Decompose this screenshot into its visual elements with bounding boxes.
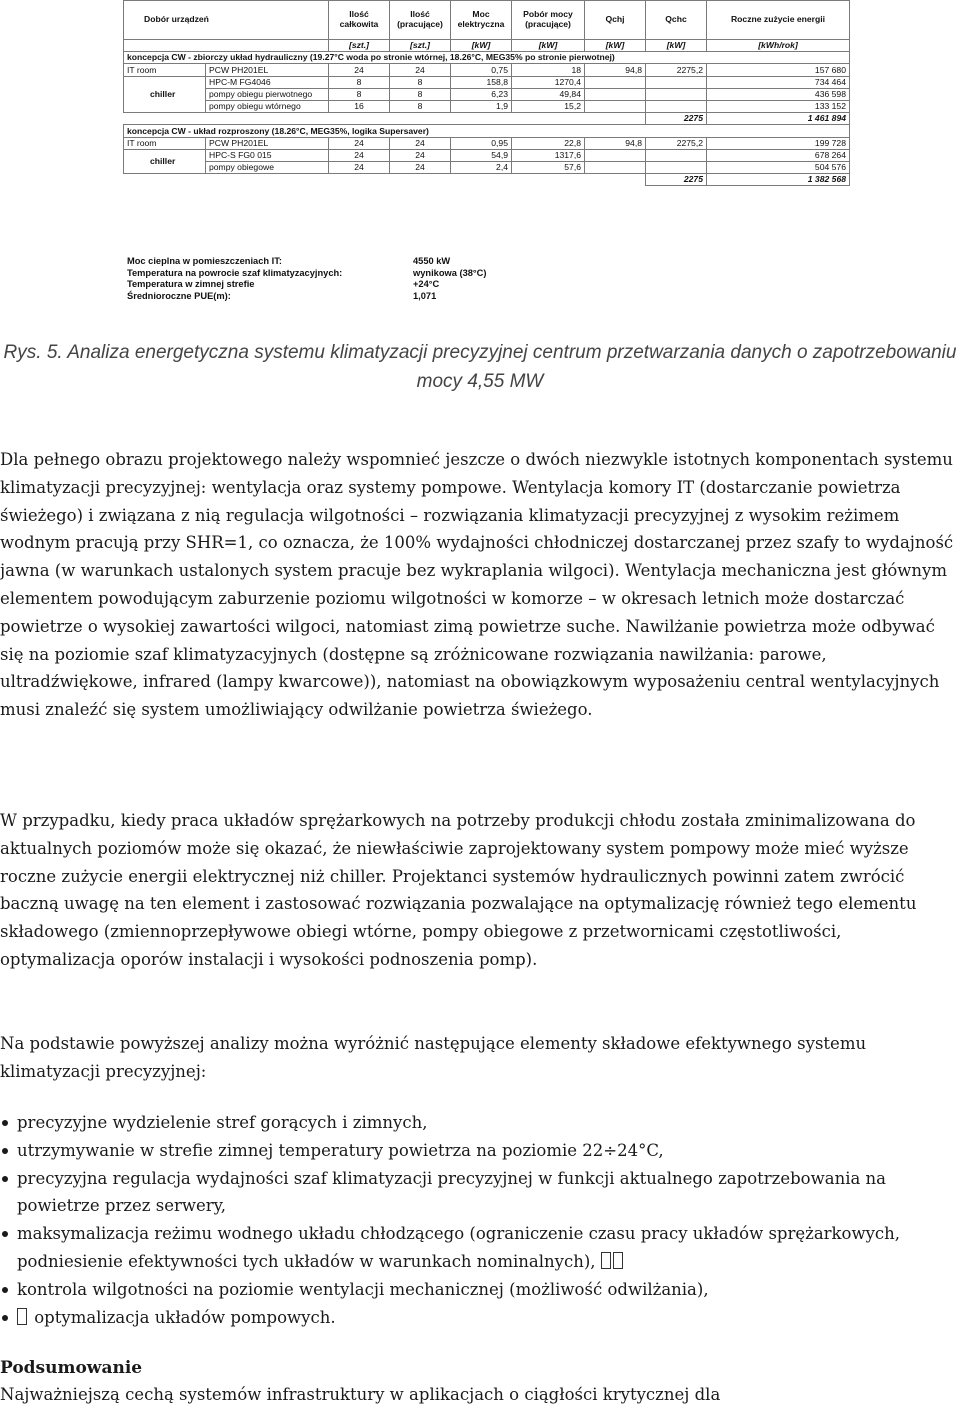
section-heading: Podsumowanie	[0, 1358, 143, 1378]
cell: 24	[390, 137, 451, 149]
list-item-text: optymalizacja układów pompowych.	[34, 1307, 336, 1327]
cell	[585, 149, 646, 161]
parameter-value: wynikowa (38°C)	[413, 267, 487, 278]
header-cell: Moc elektryczna	[451, 1, 512, 40]
paragraph: Dla pełnego obrazu projektowego należy wspomnieć jeszcze o dwóch niezwykle istotnych komponentach systemu klimatyzacji precyzyjnej: wentylacja oraz systemy pompowe. Wentylacja komory IT (dostarczanie powietrza świeżego) i związana z nią regulacja wilgotności – rozwiązania klimatyzacji precyzyjnej z wysokim reżimem wodnym pracują przy SHR=1, co oznacza, że 100% wydajności chłodniczej dostarczanej przez szafy to wydajność jawna (w warunkach ustalonych system pracuje bez wykraplania wilgoci). Wentylacja mechaniczna jest głównym elementem powodującym zaburzenie poziomu wilgotności w komorze – w okresach letnich może dostarczać powietrze o wysokiej zawartości wilgoci, natomiast zimą powietrze suche. Nawilżanie powietrza może odbywać się na poziomie szaf klimatyzacyjnych (dostępne są zróżnicowane rozwiązania nawilżania: parowe, ultradźwiękowe, infrared (lampy kwarcowe)), natomiast na obowiązkowym wyposażeniu central wentylacyjnych musi znaleźć się system umożliwiający odwilżanie powietrza świeżego.	[0, 450, 954, 720]
unit-cell	[124, 40, 329, 52]
cell: 24	[329, 161, 390, 173]
concept-title: koncepcja CW - układ rozproszony (18.26°C, MEG35%, logika Supersaver)	[124, 125, 850, 137]
cell: 49,84	[512, 88, 585, 100]
cell: 1270,4	[512, 76, 585, 88]
design-parameters	[127, 256, 486, 302]
cell: 24	[329, 137, 390, 149]
cell: 94,8	[585, 137, 646, 149]
header-cell: Qchc	[646, 1, 707, 40]
parameter-value: 1,071	[413, 290, 437, 301]
cell: 734 464	[707, 76, 850, 88]
list-item-text: utrzymywanie w strefie zimnej temperatury powietrza na poziomie 22÷24°C,	[17, 1140, 664, 1160]
table-row	[124, 64, 850, 76]
group-label: IT room	[124, 137, 206, 149]
header-cell: Qchj	[585, 1, 646, 40]
cell: 2,4	[451, 161, 512, 173]
sum-spacer	[124, 113, 646, 125]
cell	[646, 149, 707, 161]
missing-glyph-icon	[17, 1308, 27, 1325]
cell	[646, 88, 707, 100]
header-cell: Dobór urządzeń	[124, 1, 329, 40]
table-header-row	[124, 1, 850, 40]
unit-cell: [kW]	[585, 40, 646, 52]
table-row	[124, 76, 850, 88]
list-item-text: kontrola wilgotności na poziomie wentylacji mechanicznej (możliwość odwilżania),	[17, 1279, 709, 1299]
cell: 8	[390, 88, 451, 100]
device-name: PCW PH201EL	[206, 64, 329, 76]
cell: 157 680	[707, 64, 850, 76]
parameter-label: Średnioroczne PUE(m):	[127, 290, 231, 301]
cell: 18	[512, 64, 585, 76]
table-row	[124, 149, 850, 161]
unit-cell: [kW]	[512, 40, 585, 52]
list-item-text: maksymalizacja reżimu wodnego układu chłodzącego (ograniczenie czasu pracy układów sprężarkowych, podniesienie efektywności tych układów w warunkach nominalnych),	[17, 1224, 901, 1271]
cell: 158,8	[451, 76, 512, 88]
cell: 8	[390, 76, 451, 88]
bullet-list	[0, 1109, 960, 1331]
device-name: HPC-S FG0 015	[206, 149, 329, 161]
cell: 15,2	[512, 100, 585, 112]
concept-title: koncepcja CW - zbiorczy układ hydrauliczny (19.27°C woda po stronie wtórnej, 18.26°C, MEG35% po stronie pierwotnej)	[124, 52, 850, 64]
device-name: pompy obiegu pierwotnego	[206, 88, 329, 100]
parameter-label: Moc cieplna w pomieszczeniach IT:	[127, 256, 282, 266]
list-item	[0, 1220, 960, 1276]
cell: 24	[390, 64, 451, 76]
table-row	[124, 88, 850, 100]
list-item	[0, 1109, 960, 1137]
list-item	[0, 1165, 960, 1221]
cell: 199 728	[707, 137, 850, 149]
parameter-value: +24°C	[413, 279, 440, 290]
paragraph: Najważniejszą cechą systemów infrastruktury w aplikacjach o ciągłości krytycznej dla	[0, 1385, 721, 1404]
cell: 54,9	[451, 149, 512, 161]
unit-cell: [kWh/rok]	[707, 40, 850, 52]
sum-energy: 1 382 568	[707, 174, 850, 186]
cell	[585, 88, 646, 100]
header-cell: Ilość całkowita	[329, 1, 390, 40]
cell: 6,23	[451, 88, 512, 100]
sum-row	[124, 113, 850, 125]
sum-spacer	[124, 174, 646, 186]
cell: 0,75	[451, 64, 512, 76]
device-name: pompy obiegu wtórnego	[206, 100, 329, 112]
device-name: HPC-M FG4046	[206, 76, 329, 88]
units-row	[124, 40, 850, 52]
cell: 0,95	[451, 137, 512, 149]
cell	[585, 100, 646, 112]
cell	[646, 76, 707, 88]
unit-cell: [szt.]	[390, 40, 451, 52]
cell: 24	[329, 64, 390, 76]
cell: 24	[390, 149, 451, 161]
cell: 8	[390, 100, 451, 112]
table-row	[124, 137, 850, 149]
list-item	[0, 1276, 960, 1304]
parameter-row	[127, 279, 486, 291]
cell: 1,9	[451, 100, 512, 112]
cell: 133 152	[707, 100, 850, 112]
header-cell: Pobór mocy (pracujące)	[512, 1, 585, 40]
cell: 8	[329, 88, 390, 100]
header-cell: Ilość (pracujące)	[390, 1, 451, 40]
cell: 504 576	[707, 161, 850, 173]
table-row	[124, 161, 850, 173]
unit-cell: [kW]	[451, 40, 512, 52]
unit-cell: [kW]	[646, 40, 707, 52]
header-cell: Roczne zużycie energii	[707, 1, 850, 40]
cell	[585, 76, 646, 88]
group-label: IT room	[124, 64, 206, 76]
sum-row	[124, 174, 850, 186]
list-item-text: precyzyjna regulacja wydajności szaf klimatyzacji precyzyjnej w funkcji aktualnego zapotrzebowania na powietrze przez serwery,	[17, 1168, 887, 1216]
sum-energy: 1 461 894	[707, 113, 850, 125]
parameter-label: Temperatura na powrocie szaf klimatyzacyjnych:	[127, 267, 343, 278]
cell	[646, 161, 707, 173]
cell: 2275,2	[646, 137, 707, 149]
list-item-text: precyzyjne wydzielenie stref gorących i zimnych,	[17, 1113, 428, 1132]
cell	[585, 161, 646, 173]
cell: 24	[390, 161, 451, 173]
device-name: PCW PH201EL	[206, 137, 329, 149]
table-row	[124, 100, 850, 112]
group-label: chiller	[124, 149, 206, 173]
cell: 24	[329, 149, 390, 161]
cell	[646, 100, 707, 112]
concept-2-title-row	[124, 125, 850, 137]
concept-1-title-row	[124, 52, 850, 64]
parameter-label: Temperatura w zimnej strefie	[127, 279, 255, 290]
unit-cell: [szt.]	[329, 40, 390, 52]
energy-table	[123, 0, 850, 186]
missing-glyph-icon	[601, 1252, 611, 1269]
missing-glyph-icon	[613, 1252, 623, 1269]
cell: 678 264	[707, 149, 850, 161]
paragraph: Na podstawie powyższej analizy można wyróżnić następujące elementy składowe efektywnego systemu klimatyzacji precyzyjnej:	[0, 1034, 867, 1081]
device-name: pompy obiegowe	[206, 161, 329, 173]
cell: 16	[329, 100, 390, 112]
cell: 2275,2	[646, 64, 707, 76]
sum-qchc: 2275	[646, 113, 707, 125]
list-item	[0, 1137, 960, 1165]
list-item	[0, 1304, 960, 1332]
group-label: chiller	[124, 76, 206, 113]
paragraph: W przypadku, kiedy praca układów sprężarkowych na potrzeby produkcji chłodu została zminimalizowana do aktualnych poziomów może się okazać, że niewłaściwie zaprojektowany system pompowy może mieć wyższe roczne zużycie energii elektrycznej niż chiller. Projektanci systemów hydraulicznych powinni zatem zwrócić baczną uwagę na ten element i zastosować rozwiązania pozwalające na optymalizację również tego elementu składowego (zmiennoprzepływowe obiegi wtórne, pompy obiegowe z przetwornicami częstotliwości, optymalizacja oporów instalacji i wysokości podnoszenia pomp).	[0, 811, 917, 969]
parameter-value: 4550 kW	[413, 256, 451, 266]
parameter-row	[127, 268, 486, 280]
sum-qchc: 2275	[646, 174, 707, 186]
energy-analysis-figure	[123, 0, 849, 312]
cell: 8	[329, 76, 390, 88]
parameter-row	[127, 291, 486, 303]
cell: 94,8	[585, 64, 646, 76]
cell: 436 598	[707, 88, 850, 100]
figure-caption: Rys. 5. Analiza energetyczna systemu klimatyzacji precyzyjnej centrum przetwarzania danych o zapotrzebowaniu mocy 4,55 MW	[3, 342, 957, 392]
cell: 22,8	[512, 137, 585, 149]
cell: 57,6	[512, 161, 585, 173]
parameter-row	[127, 256, 486, 268]
cell: 1317,6	[512, 149, 585, 161]
